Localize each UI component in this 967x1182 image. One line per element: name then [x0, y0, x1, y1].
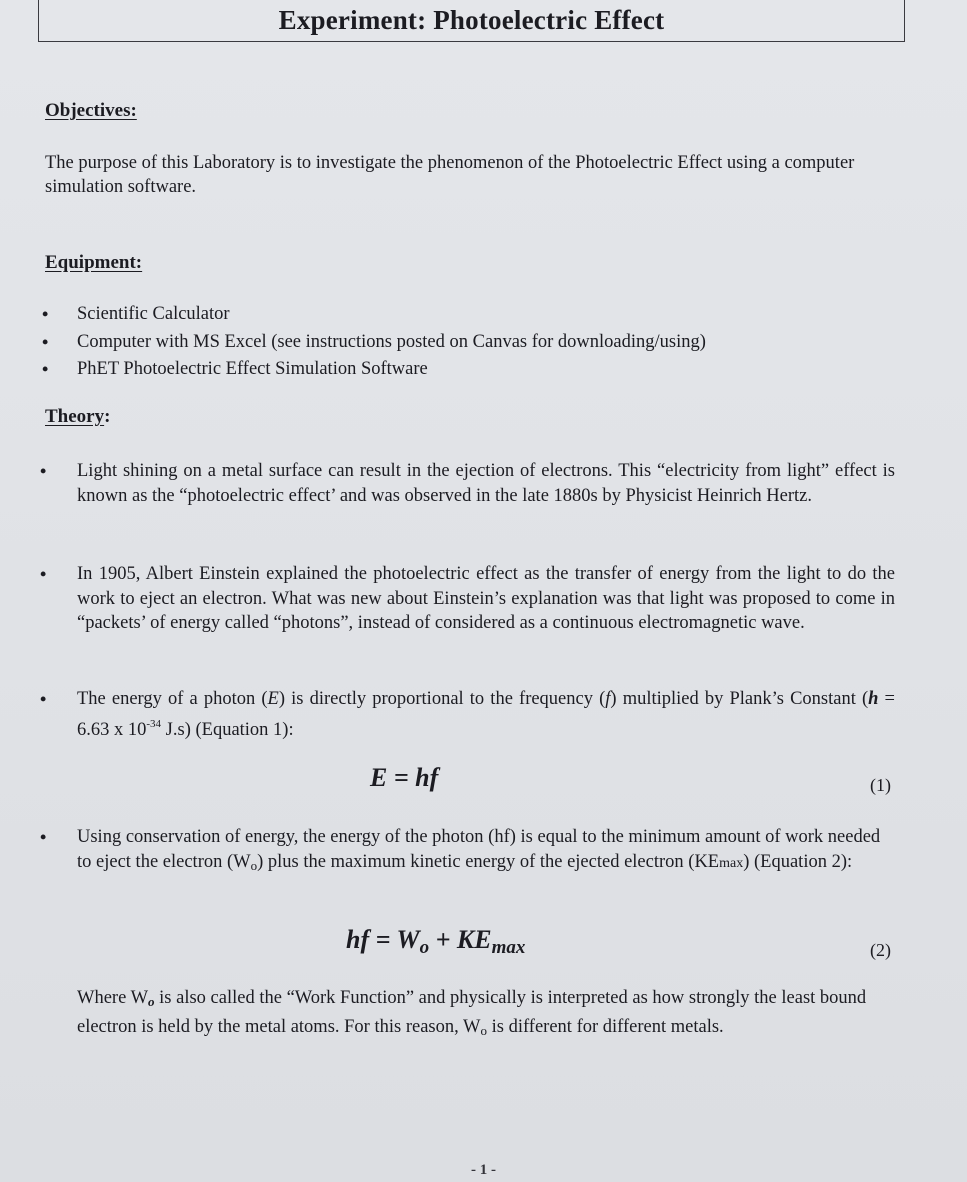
equation-1: E = hf: [370, 763, 439, 792]
theory-bullet-3-text: [77, 689, 895, 740]
work-function-paragraph: [30, 986, 895, 1043]
equation-2-subscript: max: [491, 937, 526, 958]
theory-bullet-2-text: In 1905, Albert Einstein explained the photoelectric effect as the transfer of energy from the light to do the work to eject an electron. What was new about Einstein’s explanation was that light was proposed to come in “packets’ of energy called “photons”, instead of considered as a continuous electromagnetic wave.: [77, 564, 895, 633]
text-fragment: is also called the “Work Function” and physically is interpreted as how strongly the least bound electron is held by the metal atoms. For this reason, W: [77, 988, 867, 1037]
objectives-text: The purpose of this Laboratory is to investigate the phenomenon of the Photoelectric Effect using a computer simulation software.: [45, 153, 855, 197]
equation-2-middle: + KE: [429, 925, 492, 954]
equation-2: [346, 925, 525, 959]
theory-heading-text: Theory: [45, 406, 105, 427]
text-fragment: ) is directly proportional to the frequency (: [278, 689, 606, 709]
bullet-icon: •: [40, 564, 47, 584]
equipment-item: [30, 329, 900, 357]
theory-bullet-1: [30, 459, 895, 508]
bullet-icon: •: [42, 359, 49, 379]
equipment-item-label: PhET Photoelectric Effect Simulation Software: [77, 359, 428, 379]
equation-1-number: (1): [870, 775, 891, 795]
equipment-item-label: Scientific Calculator: [77, 304, 230, 324]
objectives-heading: Objectives:: [45, 100, 137, 121]
theory-heading-colon: :: [104, 406, 111, 427]
subscript: o: [148, 994, 155, 1009]
text-fragment: Using conservation of energy, the energy of the photon (hf) is equal to the minimum amount of work needed to eject the electron (W: [77, 827, 881, 872]
theory-heading: [45, 406, 110, 428]
text-fragment: ) multiplied by Plank’s Constant (: [610, 689, 869, 709]
theory-bullet-4: [30, 825, 895, 878]
bullet-icon: •: [40, 827, 47, 847]
exponent: -34: [146, 717, 162, 730]
text-fragment: ) (Equation 2):: [743, 851, 853, 872]
equipment-item-label: Computer with MS Excel (see instructions posted on Canvas for downloading/using): [77, 331, 706, 352]
bullet-icon: •: [40, 461, 47, 481]
text-fragment: = 6.63 x 10: [77, 689, 895, 740]
work-function-text: [77, 988, 866, 1037]
equation-2-subscript: o: [419, 937, 430, 958]
equipment-item: [30, 356, 900, 384]
title-box: [38, 0, 905, 42]
equation-2-lhs: hf = W: [346, 925, 420, 954]
theory-bullet-4-text: [77, 827, 880, 872]
text-fragment: J.s) (Equation 1):: [161, 719, 294, 740]
equipment-heading: Equipment:: [45, 252, 143, 273]
subscript: o: [250, 857, 258, 873]
frequency-symbol: f: [605, 689, 611, 709]
text-fragment: Where W: [77, 988, 149, 1008]
page-title: Experiment: Photoelectric Effect: [278, 5, 665, 35]
text-fragment: ) plus the maximum kinetic energy of the ejected electron (KE: [257, 851, 720, 872]
subscript: max: [719, 855, 744, 871]
equipment-item: [30, 301, 900, 329]
text-fragment: is different for different metals.: [487, 1016, 724, 1037]
equipment-list: [30, 301, 900, 384]
bullet-icon: •: [42, 331, 49, 352]
subscript: o: [480, 1022, 487, 1038]
theory-bullet-3: [30, 687, 895, 742]
theory-bullet-1-text: Light shining on a metal surface can result in the ejection of electrons. This “electricity from light” effect is known as the “photoelectric effect’ and was observed in the late 1880s by Physicist Heinrich Hertz.: [77, 461, 895, 506]
energy-symbol: E: [267, 689, 279, 709]
planck-symbol: h: [868, 689, 879, 709]
equation-2-number: (2): [870, 940, 891, 960]
theory-bullet-2: [30, 562, 895, 636]
bullet-icon: •: [42, 304, 49, 324]
text-fragment: The energy of a photon (: [77, 689, 268, 709]
bullet-icon: •: [40, 689, 47, 709]
page-number: - 1 -: [471, 1162, 496, 1178]
